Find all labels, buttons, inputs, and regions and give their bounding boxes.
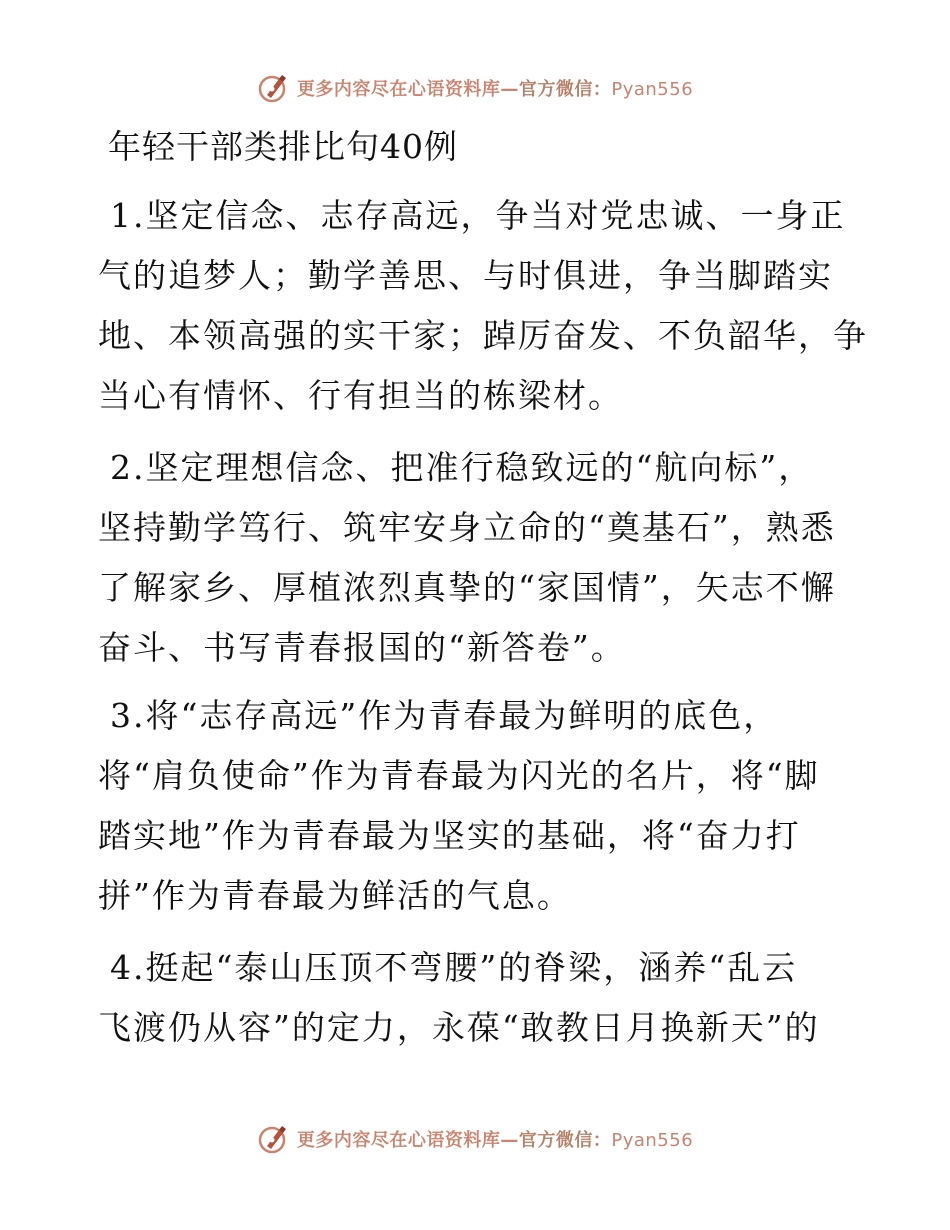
watermark-wechat-id: Pyan556 — [611, 79, 694, 100]
paragraph-3 — [98, 686, 858, 926]
pen-logo-icon — [257, 71, 291, 105]
watermark-text — [297, 1126, 693, 1152]
pen-logo-icon — [257, 1122, 291, 1156]
paragraph-2 — [98, 438, 858, 678]
watermark-text — [297, 75, 693, 101]
paragraph-line: 踏实地”作为青春最为坚实的基础，将“奋力打 — [98, 816, 801, 855]
paragraph-line: 4.挺起“泰山压顶不弯腰”的脊梁，涵养“乱云 — [110, 948, 798, 987]
paragraph-line: 了解家乡、厚植浓烈真挚的“家国情”，矢志不懈 — [98, 568, 836, 607]
watermark-wechat-id: Pyan556 — [611, 1130, 694, 1151]
paragraph-line: 当心有情怀、行有担当的栋梁材。 — [98, 376, 623, 415]
watermark-dash: — — [500, 1130, 519, 1151]
paragraph-4 — [98, 938, 858, 1058]
paragraph-line: 气的追梦人；勤学善思、与时俱进，争当脚踏实 — [98, 256, 833, 295]
watermark-brand: 更多内容尽在心语资料库 — [296, 1130, 501, 1151]
header-watermark-banner — [0, 70, 950, 106]
watermark-official-label: 官方微信： — [518, 1130, 612, 1151]
footer-watermark-banner — [0, 1121, 950, 1157]
paragraph-line: 2.坚定理想信念、把准行稳致远的“航向标”， — [110, 448, 814, 487]
paragraph-line: 拼”作为青春最为鲜活的气息。 — [98, 876, 572, 915]
paragraph-line: 地、本领高强的实干家；踔厉奋发、不负韶华，争 — [98, 316, 868, 355]
paragraph-line: 坚持勤学笃行、筑牢安身立命的“奠基石”，熟悉 — [98, 508, 836, 547]
paragraph-line: 飞渡仍从容”的定力，永葆“敢教日月换新天”的 — [98, 1008, 820, 1047]
paragraph-line: 3.将“志存高远”作为青春最为鲜明的底色， — [110, 696, 779, 735]
paragraph-line: 奋斗、书写青春报国的“新答卷”。 — [98, 628, 626, 667]
watermark-dash: — — [500, 79, 519, 100]
paragraph-1 — [98, 186, 868, 426]
paragraph-line: 1.坚定信念、志存高远，争当对党忠诚、一身正 — [110, 196, 846, 235]
watermark-official-label: 官方微信： — [518, 79, 612, 100]
watermark-brand: 更多内容尽在心语资料库 — [296, 79, 501, 100]
paragraph-line: 将“肩负使命”作为青春最为闪光的名片，将“脚 — [98, 756, 820, 795]
document-title: 年轻干部类排比句40例 — [108, 127, 458, 166]
